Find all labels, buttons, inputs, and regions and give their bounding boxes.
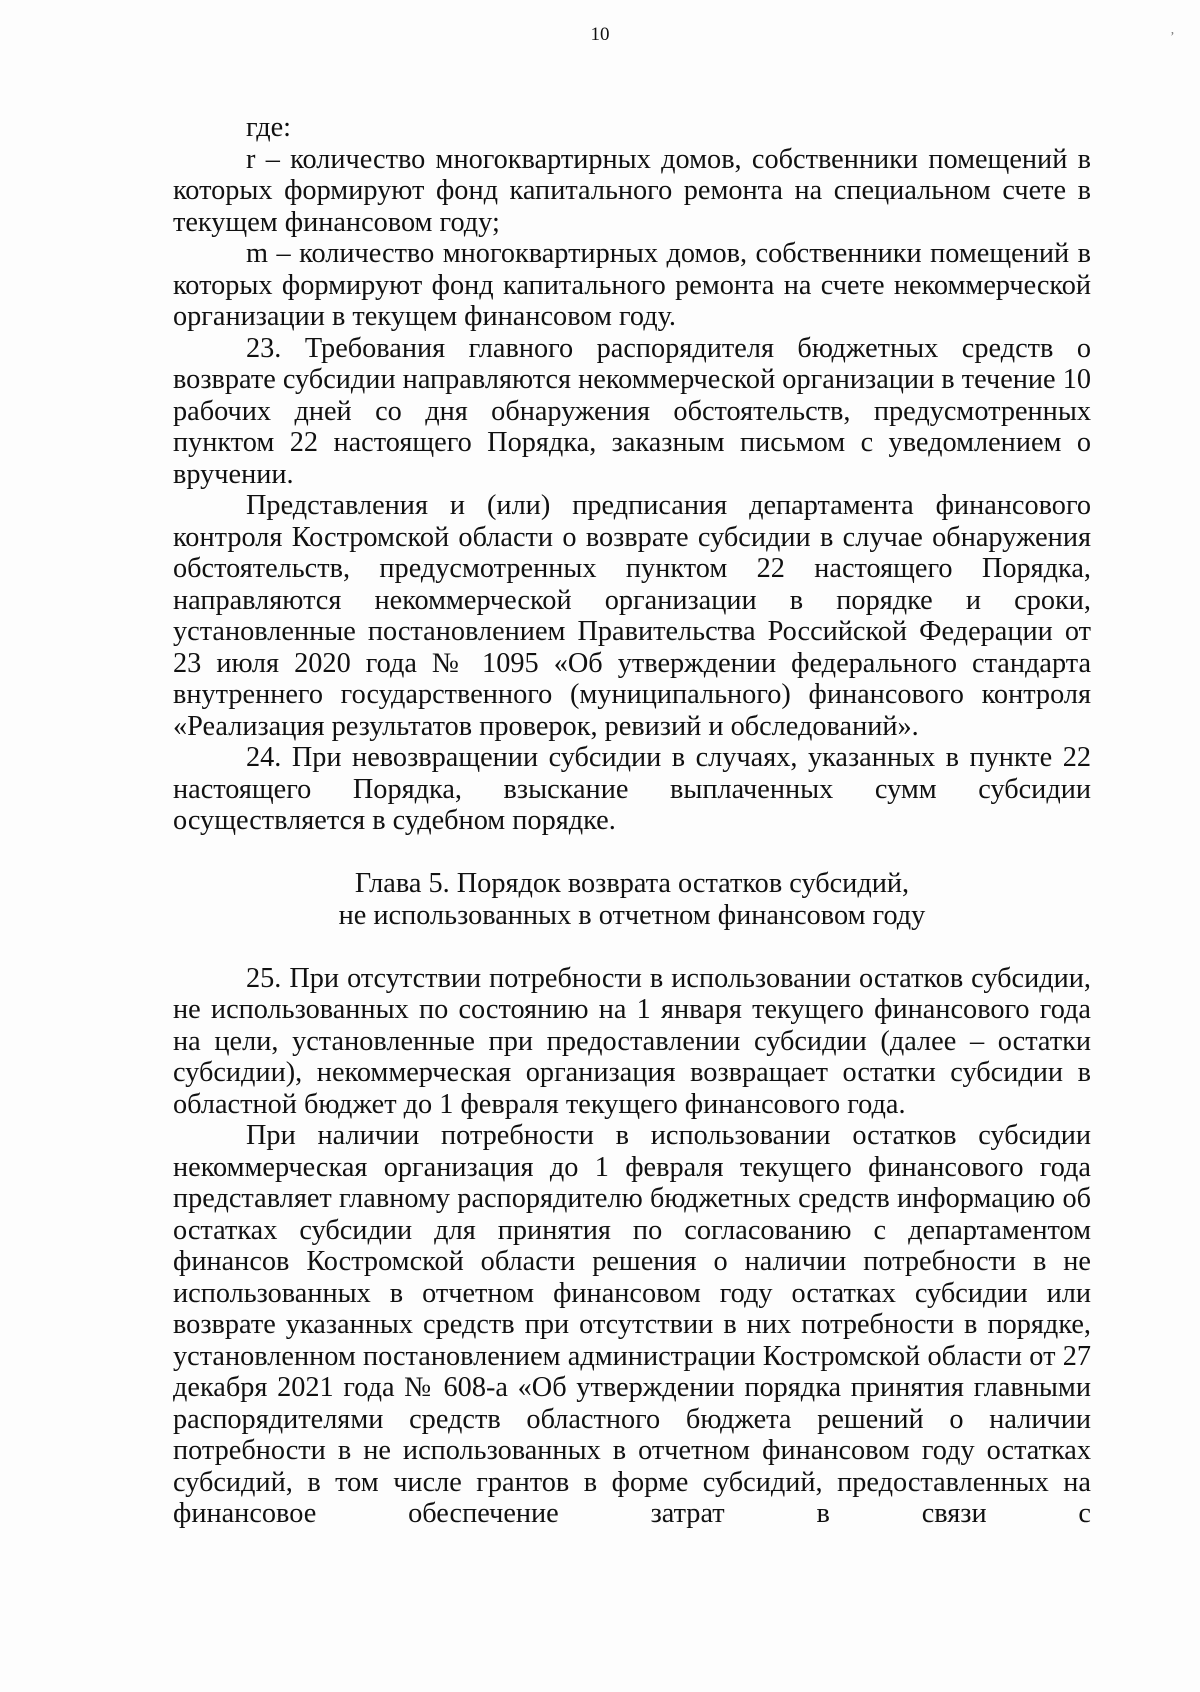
paragraph-clause-24: 24. При невозвращении субсидии в случаях, указанных в пункте 22 настоящего Порядка, взыскание выплаченных сумм субсидии осуществляется в судебном порядке. <box>173 742 1091 836</box>
paragraph-clause-25: 25. При отсутствии потребности в использовании остатков субсидии, не использованных по состоянию на 1 января текущего финансового года на цели, установленные при предоставлении субсидии (далее – остатки субсидии), некоммерческая организация возвращает остатки субсидии в областной бюджет до 1 февраля текущего финансового года. <box>173 962 1091 1120</box>
document-body <box>173 112 1091 1530</box>
chapter-heading-line-2: не использованных в отчетном финансовом году <box>338 899 926 931</box>
margin-mark: ʼ <box>1170 30 1175 45</box>
chapter-heading-line-1: Глава 5. Порядок возврата остатков субсидий, <box>354 868 910 899</box>
paragraph-remaining-need: При наличии потребности в использовании остатков субсидии некоммерческая организация до 1 февраля текущего финансового года представляет главному распорядителю бюджетных средств информацию об остатках субсидии для принятия по согласованию с департаментом финансов Костромской области решения о наличии потребности в не использованных в отчетном финансовом году остатках субсидии или возврате указанных средств при отсутствии в них потребности в порядке, установленном постановлением администрации Костромской области от 27 декабря 2021 года № 608-а «Об утверждении порядка принятия главными распорядителями средств областного бюджета решений о наличии потребности в не использованных в отчетном финансовом году остатках субсидий, в том числе грантов в форме субсидий, предоставленных на финансовое обеспечение затрат в связи с <box>173 1120 1091 1529</box>
paragraph-clause-23: 23. Требования главного распорядителя бюджетных средств о возврате субсидии направляются некоммерческой организации в течение 10 рабочих дней со дня обнаружения обстоятельств, предусмотренных пунктом 22 настоящего Порядка, заказным письмом с уведомлением о вручении. <box>173 332 1091 490</box>
chapter-heading <box>173 868 1091 931</box>
paragraph-r-definition: r – количество многоквартирных домов, собственники помещений в которых формируют фонд капитального ремонта на специальном счете в текущем финансовом году; <box>173 143 1091 238</box>
page-number: 10 <box>590 24 610 45</box>
paragraph-representations: Представления и (или) предписания департамента финансового контроля Костромской области о возврате субсидии в случае обнаружения обстоятельств, предусмотренных пунктом 22 настоящего Порядка, направляются некоммерческой организации в порядке и сроки, установленные постановлением Правительства Российской Федерации от 23 июля 2020 года № 1095 «Об утверждении федерального стандарта внутреннего государственного (муниципального) финансового контроля «Реализация результатов проверок, ревизий и обследований». <box>173 490 1091 742</box>
paragraph-where: где: <box>246 112 292 143</box>
paragraph-m-definition: m – количество многоквартирных домов, собственники помещений в которых формируют фонд капитального ремонта на счете некоммерческой организации в текущем финансовом году. <box>173 238 1091 332</box>
